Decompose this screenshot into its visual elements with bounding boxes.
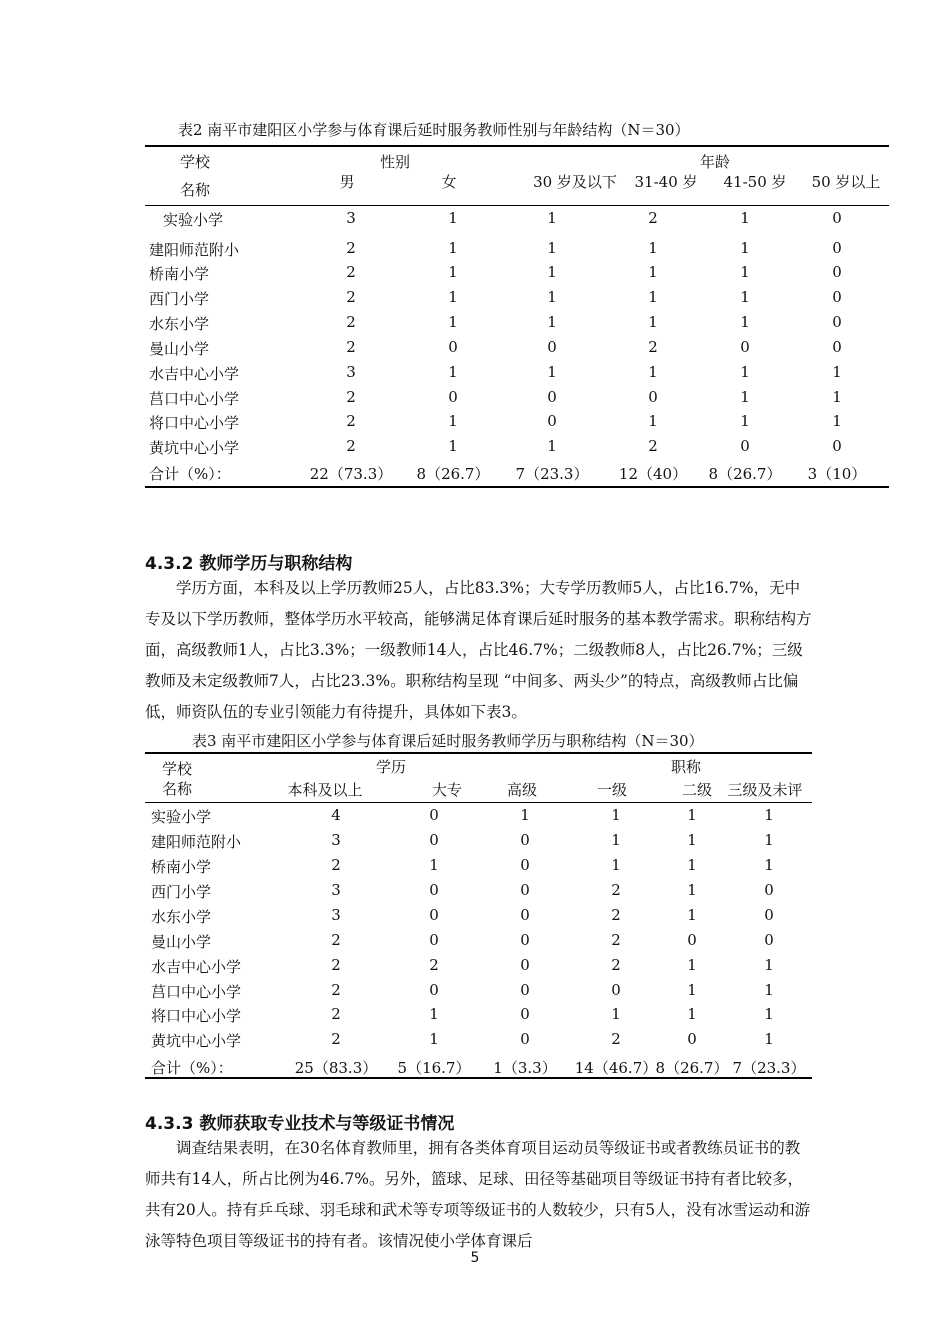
table2-header-female: 女 [441, 173, 457, 191]
table-cell: 1 [648, 363, 658, 381]
table-cell: 0 [547, 388, 557, 406]
table-cell: 5（16.7） [397, 1059, 471, 1077]
table-cell: 2 [346, 412, 356, 430]
section-heading: 4.3.3 教师获取专业技术与等级证书情况 [145, 1114, 455, 1134]
table-cell: 1 [648, 263, 658, 281]
table-cell: 1 [547, 209, 557, 227]
table-cell: 1 [832, 363, 842, 381]
table-cell: 1 [448, 363, 458, 381]
table-cell: 0 [520, 956, 530, 974]
table2-bottom-rule [145, 486, 889, 488]
table-cell: 1 [764, 1030, 774, 1048]
school-name-cell: 莒口中心小学 [149, 390, 240, 408]
section-paragraph [145, 1133, 813, 1257]
table-cell: 3 [331, 831, 341, 849]
table-cell: 0 [429, 881, 439, 899]
table-cell: 1 [547, 239, 557, 257]
table-cell: 1 [740, 388, 750, 406]
table-cell: 2 [346, 239, 356, 257]
table-cell: 0 [648, 388, 658, 406]
table-cell: 0 [429, 931, 439, 949]
table-cell: 1 [611, 806, 621, 824]
table-cell: 12（40） [618, 465, 688, 483]
table-cell: 0 [520, 906, 530, 924]
table-cell: 1 [687, 881, 697, 899]
table-cell: 1 [648, 313, 658, 331]
table-cell: 0 [429, 981, 439, 999]
table-cell: 1 [429, 1005, 439, 1023]
school-name-cell: 曼山小学 [149, 340, 210, 358]
table-cell: 1 [740, 209, 750, 227]
table-cell: 1 [764, 981, 774, 999]
table-cell: 1 [740, 412, 750, 430]
table-cell: 0 [429, 806, 439, 824]
table-cell: 2 [331, 856, 341, 874]
table2-header-school-name: 名称 [180, 181, 211, 199]
table-cell: 1 [740, 263, 750, 281]
table-cell: 0 [740, 437, 750, 455]
table-cell: 1 [520, 806, 530, 824]
table-cell: 8（26.7） [416, 465, 490, 483]
table-cell: 1 [611, 856, 621, 874]
table3-header-school-name: 名称 [162, 780, 193, 798]
table3-header-title: 职称 [670, 758, 702, 776]
table-cell: 2 [346, 288, 356, 306]
table-cell: 0 [520, 1030, 530, 1048]
table-cell: 0 [832, 338, 842, 356]
table2-header-age-col: 41-50 岁 [723, 173, 787, 191]
table2-caption: 表2 南平市建阳区小学参与体育课后延时服务教师性别与年龄结构（N＝30） [178, 121, 690, 139]
school-name-cell: 水吉中心小学 [151, 958, 242, 976]
table-cell: 3 [331, 906, 341, 924]
table-cell: 1 [740, 363, 750, 381]
table-cell: 0 [520, 981, 530, 999]
table-cell: 1 [764, 806, 774, 824]
table-cell: 1 [547, 437, 557, 455]
table2 [145, 145, 889, 490]
table-cell: 2 [611, 906, 621, 924]
table-cell: 4 [331, 806, 341, 824]
school-name-cell: 西门小学 [149, 290, 210, 308]
table2-header-school: 学校 [180, 153, 211, 171]
table-cell: 1 [547, 288, 557, 306]
table-cell: 1 [740, 313, 750, 331]
table-cell: 8（26.7） [708, 465, 782, 483]
table-cell: 0 [448, 388, 458, 406]
school-name-cell: 实验小学 [151, 808, 212, 826]
table-cell: 2 [429, 956, 439, 974]
table-cell: 0 [520, 881, 530, 899]
table-cell: 0 [520, 831, 530, 849]
table3-caption: 表3 南平市建阳区小学参与体育课后延时服务教师学历与职称结构（N＝30） [192, 732, 704, 750]
table-cell: 2 [346, 263, 356, 281]
table-cell: 3（10） [807, 465, 867, 483]
table-cell: 0 [687, 1030, 697, 1048]
table-cell: 1 [648, 412, 658, 430]
table-cell: 2 [648, 209, 658, 227]
table-cell: 1 [547, 263, 557, 281]
table-cell: 1 [429, 1030, 439, 1048]
table-cell: 22（73.3） [309, 465, 393, 483]
table-cell: 0 [520, 931, 530, 949]
table3 [145, 752, 812, 1082]
table-cell: 1 [687, 1005, 697, 1023]
table-cell: 1 [832, 412, 842, 430]
table-cell: 2 [346, 338, 356, 356]
table-cell: 1 [448, 209, 458, 227]
school-name-cell: 实验小学 [163, 211, 224, 229]
school-name-cell: 黄坑中心小学 [151, 1032, 242, 1050]
school-name-cell: 合计（%）： [151, 1059, 233, 1077]
table-cell: 25（83.3） [294, 1059, 378, 1077]
school-name-cell: 水东小学 [151, 908, 212, 926]
table-cell: 0 [740, 338, 750, 356]
school-name-cell: 水东小学 [149, 315, 210, 333]
school-name-cell: 西门小学 [151, 883, 212, 901]
school-name-cell: 桥南小学 [149, 265, 210, 283]
table3-top-rule [145, 752, 812, 754]
table-cell: 1 [764, 956, 774, 974]
school-name-cell: 建阳师范附小 [151, 833, 242, 851]
school-name-cell: 合计（%）： [149, 465, 231, 483]
table-cell: 0 [832, 209, 842, 227]
table-cell: 1 [448, 263, 458, 281]
table-cell: 2 [331, 956, 341, 974]
table-cell: 1 [448, 313, 458, 331]
table-cell: 2 [331, 1005, 341, 1023]
table-cell: 1 [687, 906, 697, 924]
table2-header-rule [145, 205, 889, 206]
table-cell: 2 [611, 881, 621, 899]
table-cell: 1 [764, 856, 774, 874]
table-cell: 1 [740, 288, 750, 306]
table-cell: 1 [687, 831, 697, 849]
table-cell: 0 [832, 263, 842, 281]
table3-header-col: 本科及以上 [287, 781, 363, 799]
table-cell: 2 [648, 437, 658, 455]
table-cell: 0 [687, 931, 697, 949]
table3-header-education: 学历 [375, 758, 407, 776]
table-cell: 0 [547, 338, 557, 356]
table-cell: 2 [331, 981, 341, 999]
table-cell: 1 [429, 856, 439, 874]
table-cell: 1 [687, 956, 697, 974]
table-cell: 7（23.3） [515, 465, 589, 483]
table-cell: 0 [611, 981, 621, 999]
table3-header-school: 学校 [162, 760, 193, 778]
table-cell: 0 [832, 437, 842, 455]
table-cell: 0 [832, 313, 842, 331]
table3-header-col: 三级及未评 [727, 781, 803, 799]
table-cell: 1 [448, 288, 458, 306]
school-name-cell: 曼山小学 [151, 933, 212, 951]
table-cell: 1 [687, 981, 697, 999]
table2-top-rule [145, 145, 889, 147]
table-cell: 1（3.3） [493, 1059, 557, 1077]
school-name-cell: 莒口中心小学 [151, 983, 242, 1001]
table-cell: 2 [648, 338, 658, 356]
table3-header-rule [145, 802, 812, 803]
school-name-cell: 建阳师范附小 [149, 241, 240, 259]
table-cell: 1 [448, 437, 458, 455]
table-cell: 0 [520, 856, 530, 874]
table-cell: 14（46.7） [574, 1059, 658, 1077]
school-name-cell: 将口中心小学 [149, 414, 240, 432]
table-cell: 0 [764, 931, 774, 949]
table2-header-gender: 性别 [379, 153, 411, 171]
table-cell: 2 [346, 388, 356, 406]
table3-header-col: 二级 [681, 781, 713, 799]
table-cell: 0 [832, 288, 842, 306]
section-heading: 4.3.2 教师学历与职称结构 [145, 554, 353, 574]
table-cell: 2 [611, 1030, 621, 1048]
table-cell: 1 [687, 856, 697, 874]
table-cell: 2 [346, 313, 356, 331]
table-cell: 1 [832, 388, 842, 406]
paragraph-text: 调查结果表明，在30名体育教师里，拥有各类体育项目运动员等级证书或者教练员证书的教师共有14人，所占比例为46.7%。另外，篮球、足球、田径等基础项目等级证书持有者比较多，共有20人。持有乒乓球、羽毛球和武术等专项等级证书的人数较少，只有5人，没有冰雪运动和游泳等特色项目等级证书的持有者。该情况使小学体育课后 [145, 1139, 811, 1250]
table-cell: 1 [448, 239, 458, 257]
table-cell: 0 [832, 239, 842, 257]
table2-header-male: 男 [339, 173, 355, 191]
table-cell: 1 [547, 313, 557, 331]
table-cell: 0 [429, 906, 439, 924]
table-cell: 8（26.7） [655, 1059, 729, 1077]
table-cell: 1 [648, 288, 658, 306]
school-name-cell: 黄坑中心小学 [149, 439, 240, 457]
table2-header-age-col: 31-40 岁 [634, 173, 698, 191]
table2-header-age: 年龄 [699, 153, 731, 171]
table-cell: 1 [764, 1005, 774, 1023]
school-name-cell: 水吉中心小学 [149, 365, 240, 383]
table-cell: 1 [687, 806, 697, 824]
table-cell: 0 [764, 881, 774, 899]
table-cell: 2 [611, 956, 621, 974]
table-cell: 1 [740, 239, 750, 257]
table-cell: 7（23.3） [732, 1059, 806, 1077]
table3-header-col: 大专 [431, 781, 463, 799]
table-cell: 3 [331, 881, 341, 899]
table-cell: 1 [611, 1005, 621, 1023]
table-cell: 1 [764, 831, 774, 849]
table-cell: 1 [448, 412, 458, 430]
table-cell: 2 [346, 437, 356, 455]
table-cell: 0 [520, 1005, 530, 1023]
table-cell: 3 [346, 363, 356, 381]
table-cell: 2 [331, 1030, 341, 1048]
table-cell: 3 [346, 209, 356, 227]
table-cell: 0 [764, 906, 774, 924]
table3-header-col: 一级 [596, 781, 628, 799]
table-cell: 2 [611, 931, 621, 949]
section-paragraph [145, 573, 813, 728]
table-cell: 0 [448, 338, 458, 356]
page-number: 5 [470, 1250, 480, 1266]
table-cell: 1 [648, 239, 658, 257]
table-cell: 1 [547, 363, 557, 381]
table-cell: 2 [331, 931, 341, 949]
school-name-cell: 将口中心小学 [151, 1007, 242, 1025]
table2-header-age-col: 50 岁以上 [811, 173, 881, 191]
table2-header-age-col: 30 岁及以下 [533, 173, 617, 191]
table3-header-col: 高级 [506, 781, 538, 799]
table-cell: 0 [429, 831, 439, 849]
paragraph-text: 学历方面，本科及以上学历教师25人，占比83.3%；大专学历教师5人，占比16.7%，无中专及以下学历教师，整体学历水平较高，能够满足体育课后延时服务的基本教学需求。职称结构方面，高级教师1人，占比3.3%；一级教师14人，占比46.7%；二级教师8人，占比26.7%；三级教师及未定级教师7人，占比23.3%。职称结构呈现 “中间多、两头少”的特点，高级教师占比偏低，师资队伍的专业引领能力有待提升，具体如下表3。 [145, 579, 812, 721]
table-cell: 1 [611, 831, 621, 849]
school-name-cell: 桥南小学 [151, 858, 212, 876]
table-cell: 0 [547, 412, 557, 430]
